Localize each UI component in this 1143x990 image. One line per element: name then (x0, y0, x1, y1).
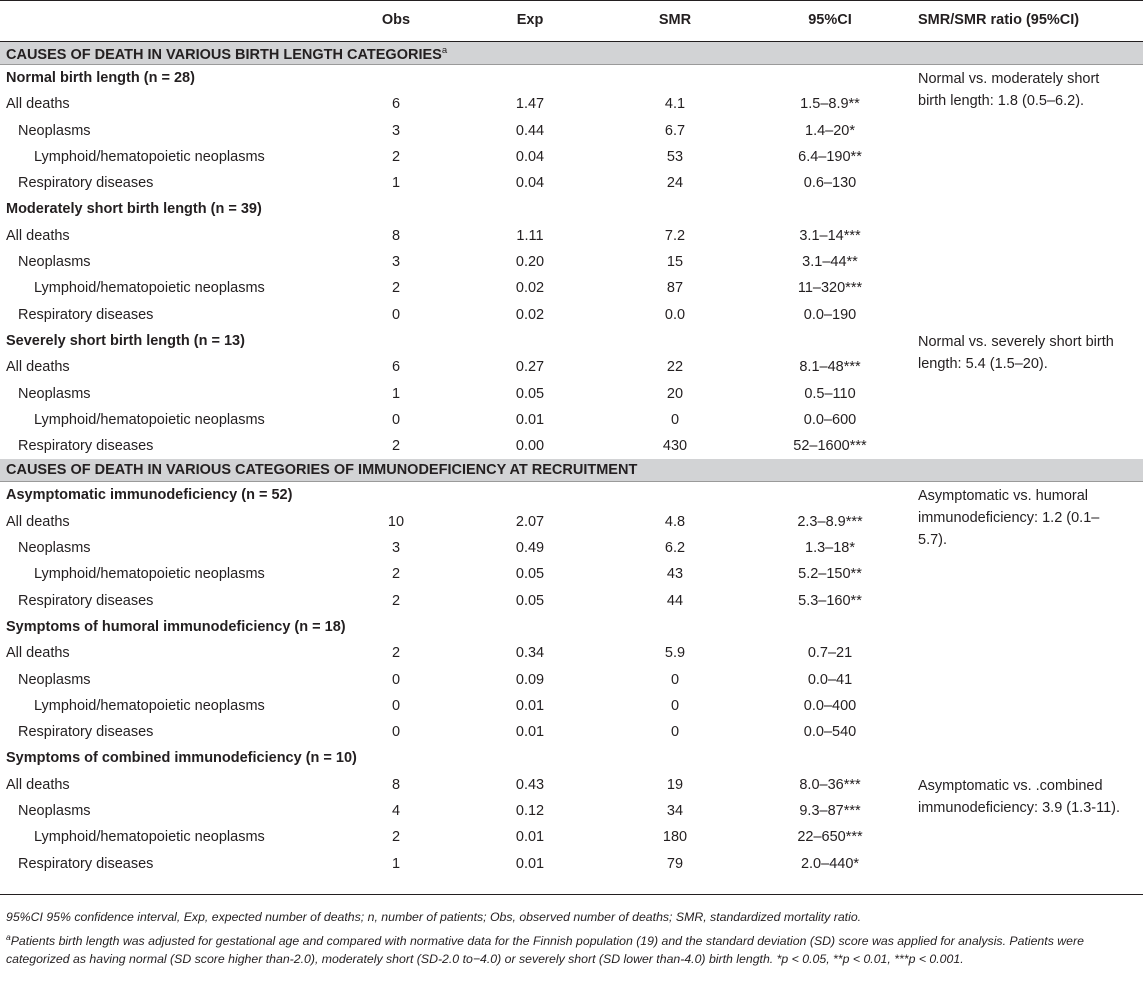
smr-ratio: Normal vs. severely short birth length: 5.4 (1.5–20). (918, 333, 1114, 372)
cell-smr: 87 (666, 280, 684, 297)
group-row (0, 196, 1143, 222)
cell-smr: 79 (666, 855, 684, 872)
group-title: Moderately short birth length (n = 39) (6, 201, 262, 218)
cell-exp: 0.05 (515, 566, 545, 583)
cell-smr: 44 (666, 592, 684, 609)
section-title-text: CAUSES OF DEATH IN VARIOUS CATEGORIES OF IMMUNODEFICIENCY AT RECRUITMENT (6, 462, 638, 479)
cell-exp: 0.44 (515, 122, 545, 139)
row-label: Lymphoid/hematopoietic neoplasms (34, 148, 265, 165)
row-label: Neoplasms (18, 385, 91, 402)
cell-obs: 2 (391, 829, 401, 846)
cell-exp: 0.05 (515, 385, 545, 402)
cell-ci: 0.7–21 (807, 645, 853, 662)
cell-exp: 0.49 (515, 540, 545, 557)
cell-ci: 0.0–540 (803, 724, 857, 741)
cell-obs: 3 (391, 122, 401, 139)
table-body (0, 42, 1143, 877)
row-label: Lymphoid/hematopoietic neoplasms (34, 411, 265, 428)
cell-obs: 6 (391, 359, 401, 376)
table-header (0, 0, 1143, 42)
table-row (0, 588, 1143, 614)
smr-ratio: Normal vs. moderately short birth length: 1.8 (0.5–6.2). (918, 71, 1100, 109)
cell-obs: 1 (391, 385, 401, 402)
cell-ci: 5.2–150** (798, 566, 862, 583)
table-row (0, 407, 1143, 433)
row-label: Lymphoid/hematopoietic neoplasms (34, 280, 265, 297)
table-row (0, 302, 1143, 328)
row-label: All deaths (6, 513, 70, 530)
cell-obs: 0 (391, 411, 401, 428)
row-label: Lymphoid/hematopoietic neoplasms (34, 697, 265, 714)
cell-ci: 8.0–36*** (799, 776, 861, 793)
cell-obs: 0 (391, 671, 401, 688)
cell-ci: 5.3–160** (798, 592, 862, 609)
cell-obs: 2 (391, 592, 401, 609)
cell-smr: 34 (666, 803, 684, 820)
cell-obs: 2 (391, 148, 401, 165)
cell-exp: 0.01 (515, 829, 545, 846)
footnote-a (6, 929, 1141, 968)
cell-exp: 0.01 (515, 697, 545, 714)
cell-smr: 19 (666, 776, 684, 793)
group-title: Symptoms of combined immunodeficiency (n = 10) (6, 750, 357, 767)
cell-smr: 6.7 (664, 122, 686, 139)
cell-exp: 0.43 (515, 776, 545, 793)
footnote-a-marker: a (6, 932, 11, 942)
row-label: Neoplasms (18, 671, 91, 688)
table-row (0, 561, 1143, 587)
row-label: Lymphoid/hematopoietic neoplasms (34, 566, 265, 583)
table-row (0, 381, 1143, 407)
header-obs: Obs (381, 12, 411, 28)
row-label: Respiratory diseases (18, 175, 154, 192)
cell-ci: 9.3–87*** (799, 803, 861, 820)
smr-ratio: Asymptomatic vs. .combined immunodeficiency: 3.9 (1.3-11). (918, 777, 1121, 816)
cell-smr: 7.2 (664, 227, 686, 244)
table-row (0, 509, 1143, 535)
cell-smr: 15 (666, 254, 684, 271)
table-row (0, 170, 1143, 196)
table-row (0, 223, 1143, 249)
table-bottom-rule (0, 894, 1143, 895)
section-title (6, 45, 447, 63)
row-label: Neoplasms (18, 254, 91, 271)
table-row (0, 798, 1143, 824)
cell-obs: 8 (391, 776, 401, 793)
header-smr: SMR (658, 12, 692, 28)
table-row (0, 824, 1143, 850)
row-label: Neoplasms (18, 122, 91, 139)
table-row (0, 667, 1143, 693)
table-row (0, 719, 1143, 745)
cell-obs: 2 (391, 566, 401, 583)
cell-obs: 8 (391, 227, 401, 244)
cell-ci: 1.4–20* (805, 122, 855, 139)
cell-smr: 20 (666, 385, 684, 402)
cell-smr: 0 (670, 411, 680, 428)
cell-exp: 0.01 (515, 411, 545, 428)
group-title: Severely short birth length (n = 13) (6, 332, 245, 349)
group-row (0, 745, 1143, 771)
row-label: All deaths (6, 96, 70, 113)
row-label: All deaths (6, 227, 70, 244)
cell-exp: 0.27 (515, 359, 545, 376)
table-row (0, 851, 1143, 877)
row-label: Neoplasms (18, 803, 91, 820)
cell-exp: 0.01 (515, 724, 545, 741)
cell-ci: 0.0–600 (803, 411, 857, 428)
cell-exp: 0.12 (515, 803, 545, 820)
cell-obs: 1 (391, 855, 401, 872)
cell-exp: 0.04 (515, 175, 545, 192)
table-row (0, 249, 1143, 275)
table-row (0, 275, 1143, 301)
cell-smr: 430 (662, 438, 688, 455)
row-label: Lymphoid/hematopoietic neoplasms (34, 829, 265, 846)
cell-smr: 6.2 (664, 540, 686, 557)
cell-ci: 6.4–190** (798, 148, 862, 165)
header-ratio: SMR/SMR ratio (95%CI) (918, 12, 1080, 28)
cell-obs: 0 (391, 724, 401, 741)
cell-smr: 0 (670, 671, 680, 688)
table-row (0, 535, 1143, 561)
section-header (0, 459, 1143, 482)
section-title-text: CAUSES OF DEATH IN VARIOUS BIRTH LENGTH CATEGORIES (6, 46, 442, 63)
cell-ci: 11–320*** (797, 280, 863, 297)
cell-ci: 52–1600*** (793, 438, 867, 455)
cell-obs: 0 (391, 697, 401, 714)
cell-obs: 4 (391, 803, 401, 820)
cell-exp: 0.04 (515, 148, 545, 165)
group-row (0, 614, 1143, 640)
cell-exp: 2.07 (515, 513, 545, 530)
cell-exp: 0.05 (515, 592, 545, 609)
table-row (0, 144, 1143, 170)
cell-ci: 1.3–18* (805, 540, 855, 557)
cell-smr: 5.9 (664, 645, 686, 662)
cell-ci: 1.5–8.9** (800, 96, 860, 113)
cell-smr: 4.8 (664, 513, 686, 530)
group-title: Normal birth length (n = 28) (6, 70, 195, 86)
cell-exp: 0.01 (515, 855, 545, 872)
cell-exp: 0.20 (515, 254, 545, 271)
cell-ci: 2.0–440* (800, 855, 860, 872)
group-title: Asymptomatic immunodeficiency (n = 52) (6, 487, 293, 504)
cell-smr: 0 (670, 697, 680, 714)
cell-obs: 3 (391, 540, 401, 557)
cell-smr: 53 (666, 148, 684, 165)
cell-ci: 0.0–400 (803, 697, 857, 714)
section-header (0, 42, 1143, 65)
header-ci: 95%CI (808, 12, 852, 28)
cell-obs: 2 (391, 280, 401, 297)
cell-exp: 0.02 (515, 280, 545, 297)
cell-exp: 0.00 (515, 438, 545, 455)
cell-obs: 2 (391, 645, 401, 662)
cell-obs: 10 (387, 513, 405, 530)
cell-smr: 24 (666, 175, 684, 192)
cell-ci: 3.1–14*** (799, 227, 861, 244)
row-label: All deaths (6, 645, 70, 662)
cell-ci: 3.1–44** (802, 254, 858, 271)
table-row (0, 640, 1143, 666)
cell-ci: 0.0–41 (807, 671, 853, 688)
header-exp: Exp (516, 12, 544, 28)
cell-ci: 8.1–48*** (799, 359, 861, 376)
cell-smr: 22 (666, 359, 684, 376)
row-label: Respiratory diseases (18, 724, 154, 741)
cell-obs: 0 (391, 306, 401, 323)
table-row (0, 91, 1143, 117)
cell-smr: 4.1 (664, 96, 686, 113)
cell-obs: 1 (391, 175, 401, 192)
row-label: Respiratory diseases (18, 438, 154, 455)
cell-exp: 1.47 (515, 96, 545, 113)
row-label: All deaths (6, 776, 70, 793)
row-label: Neoplasms (18, 540, 91, 557)
section-title (6, 462, 637, 478)
row-label: Respiratory diseases (18, 592, 154, 609)
cell-obs: 6 (391, 96, 401, 113)
cell-exp: 0.09 (515, 671, 545, 688)
cell-smr: 0 (670, 724, 680, 741)
table-row (0, 354, 1143, 380)
cell-obs: 3 (391, 254, 401, 271)
cell-smr: 43 (666, 566, 684, 583)
group-title: Symptoms of humoral immunodeficiency (n = 18) (6, 618, 346, 635)
cell-ci: 22–650*** (797, 829, 863, 846)
section-footnote-marker: a (441, 45, 448, 56)
cell-ci: 2.3–8.9*** (797, 513, 863, 530)
cell-exp: 0.34 (515, 645, 545, 662)
footnote-abbreviations: 95%CI 95% confidence interval, Exp, expected number of deaths; n, number of patients; Obs, observed number of deaths; SMR, standardized mortality ratio. (6, 910, 862, 924)
smr-ratio: Asymptomatic vs. humoral immunodeficiency: 1.2 (0.1–5.7). (918, 488, 1100, 549)
row-label: Respiratory diseases (18, 306, 154, 323)
table-row (0, 118, 1143, 144)
cell-smr: 0.0 (664, 306, 686, 323)
footnote-a-text: Patients birth length was adjusted for gestational age and compared with normative data for the Finnish population (19) and the standard deviation (SD) score was applied for analysis. Patients were categorized as having normal (SD score higher than-2.0), moderately short (SD-2.0 to−4.0) or severely short (SD lower than-4.0) birth length. *p < 0.05, **p < 0.01, ***p < 0.001. (6, 934, 1084, 966)
table-row (0, 693, 1143, 719)
cell-smr: 180 (662, 829, 688, 846)
cell-ci: 0.5–110 (804, 385, 856, 402)
table-row (0, 433, 1143, 459)
cell-ci: 0.6–130 (803, 175, 857, 192)
cell-ci: 0.0–190 (803, 306, 857, 323)
cell-exp: 1.11 (516, 227, 544, 244)
row-label: Respiratory diseases (18, 855, 154, 872)
cell-exp: 0.02 (515, 306, 545, 323)
row-label: All deaths (6, 359, 70, 376)
cell-obs: 2 (391, 438, 401, 455)
